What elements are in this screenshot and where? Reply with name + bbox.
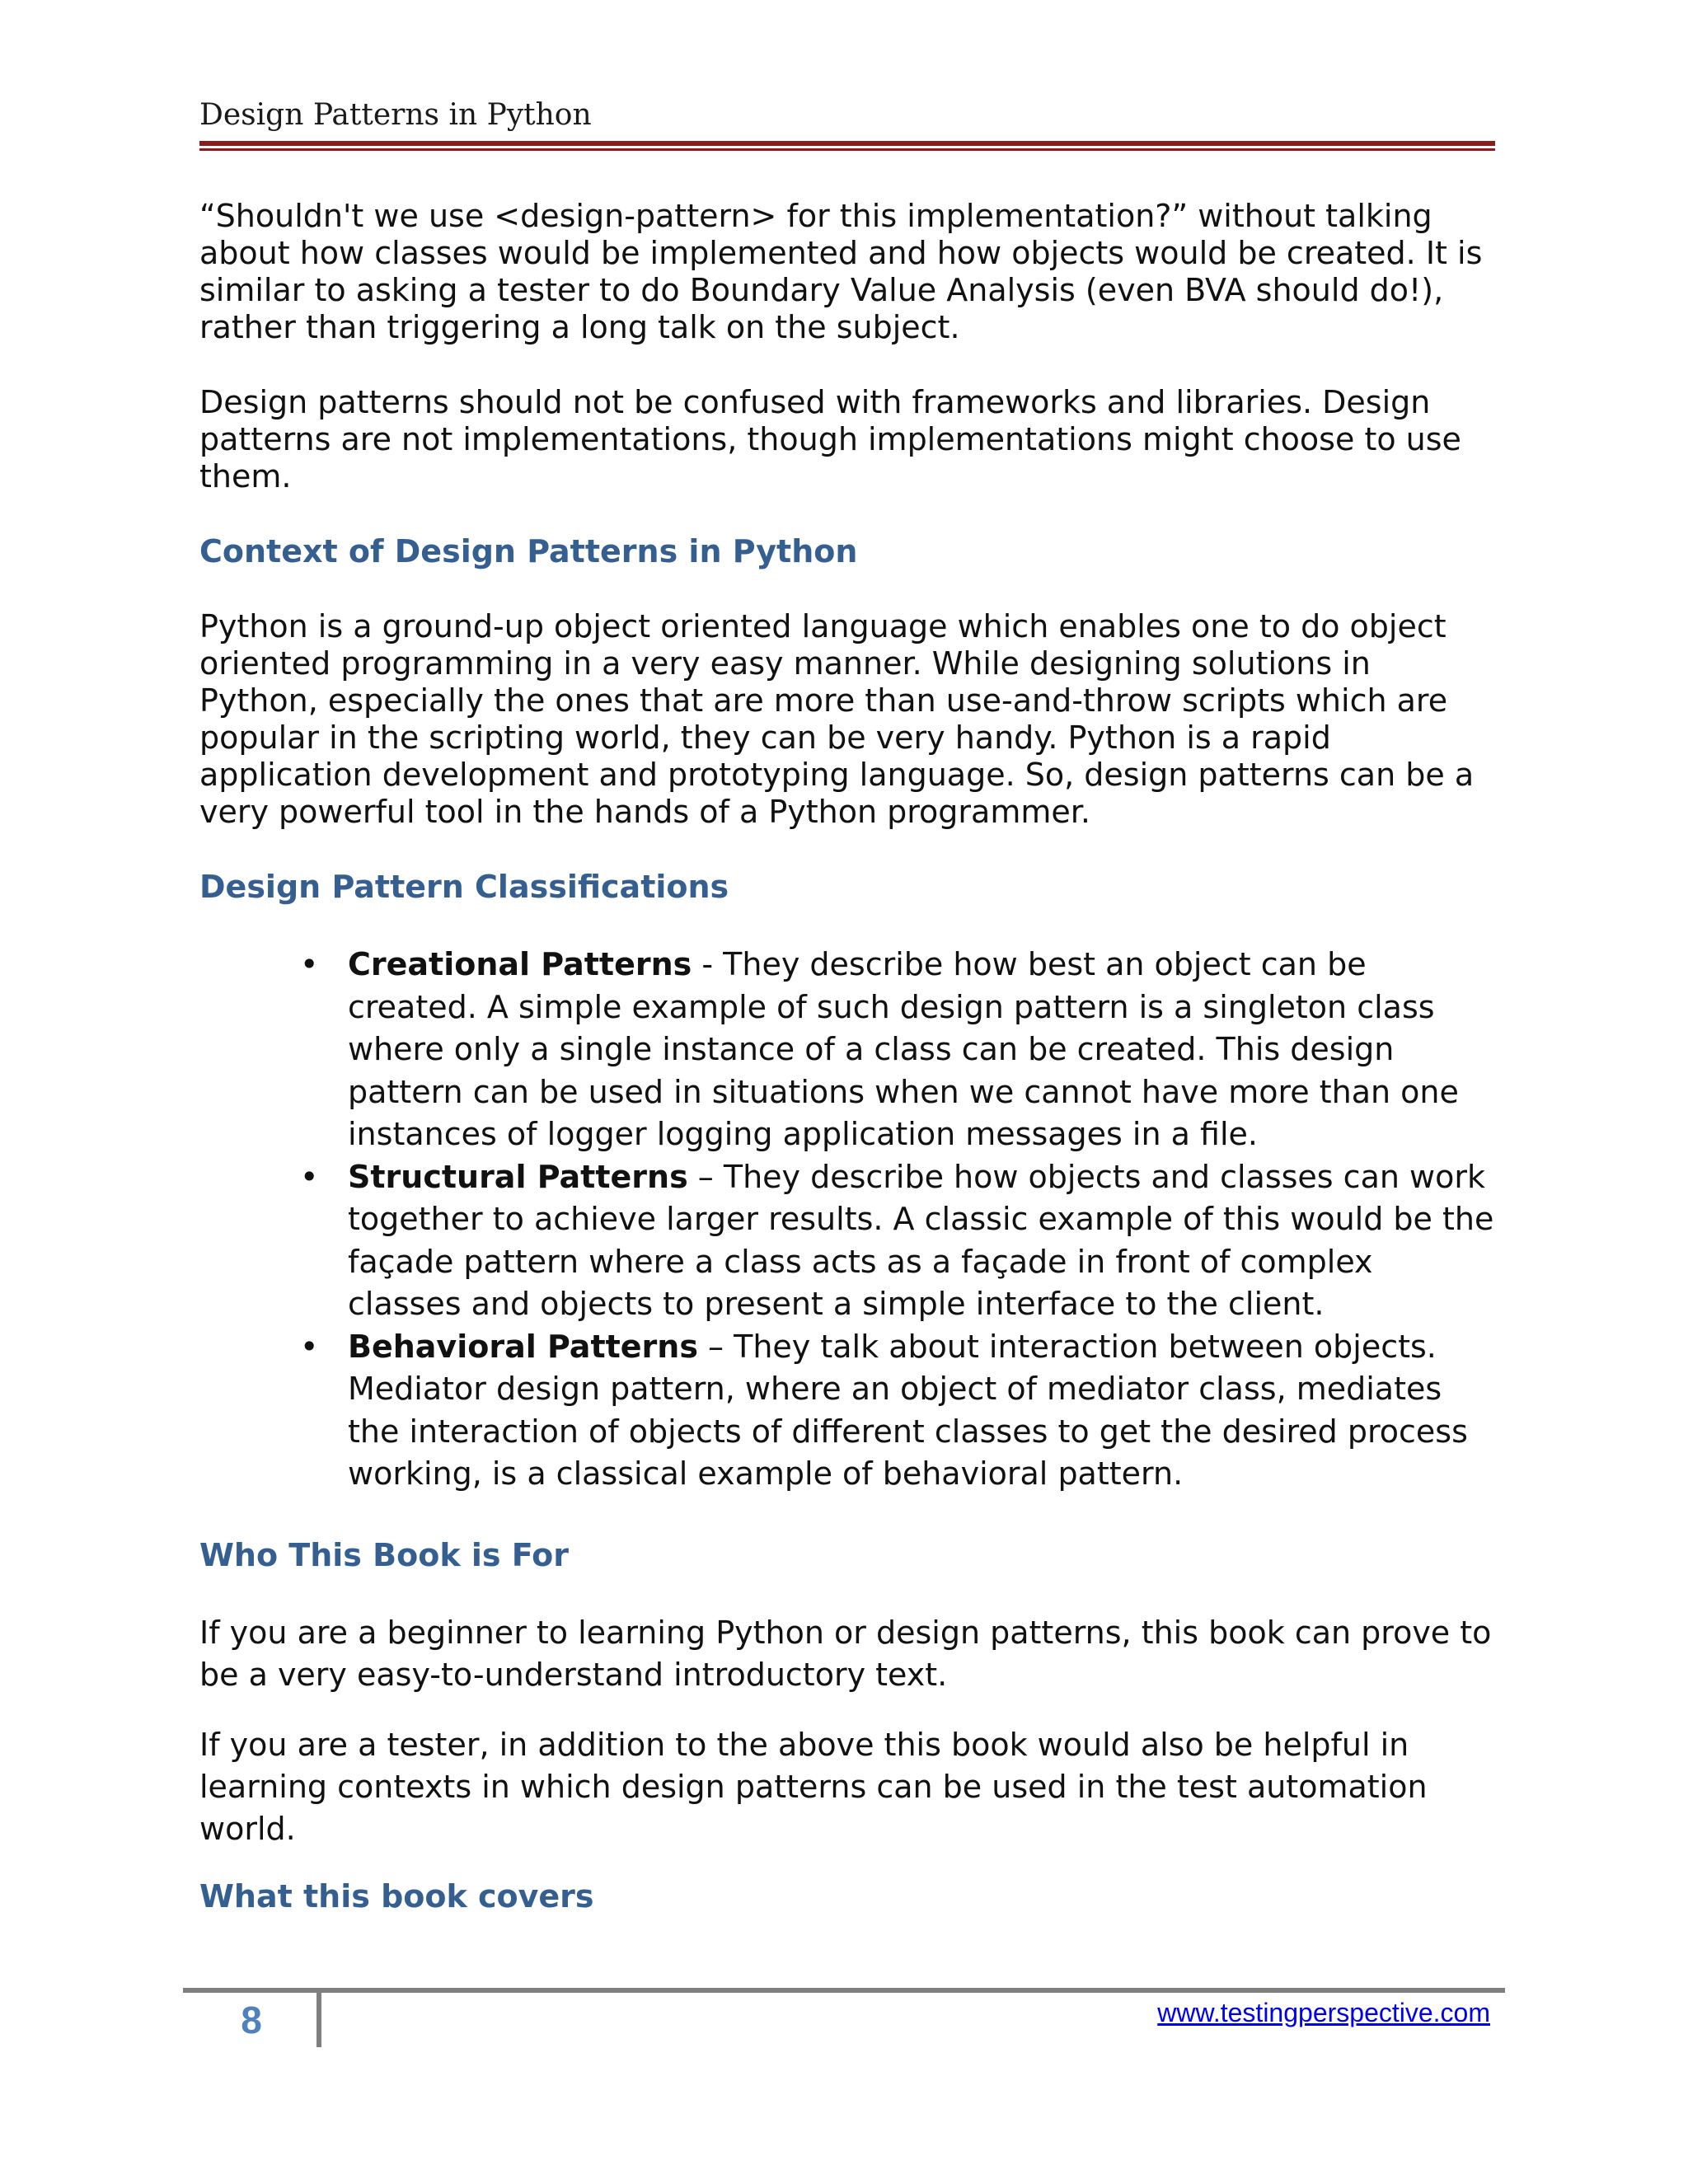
list-item-term: Creational Patterns <box>348 946 692 982</box>
bullet-icon: • <box>300 1328 319 1365</box>
audience-paragraph-1: If you are a beginner to learning Python or design patterns, this book can prove to be a very easy-to-understand introductory text. <box>199 1614 1492 1693</box>
context-paragraph: Python is a ground-up object oriented language which enables one to do object oriented programming in a very easy manner. While designing solutions in Python, especially the ones that are more than use-and-throw scripts which are popular in the scripting world, they can be very handy. Python is a rapid application development and prototyping language. So, design patterns can be a very powerful tool in the hands of a Python programmer. <box>199 608 1475 830</box>
list-item-behavioral <box>300 1326 1495 1496</box>
footer-website-link[interactable]: www.testingperspective.com <box>1157 1998 1490 2027</box>
section-heading-covers: What this book covers <box>199 1877 594 1915</box>
bullet-icon: • <box>300 1158 319 1195</box>
section-heading-classifications: Design Pattern Classifications <box>199 869 729 905</box>
classification-list <box>199 944 1495 1496</box>
intro-paragraph-2: Design patterns should not be confused with frameworks and libraries. Design patterns are not implementations, though implementations might choose to use them. <box>199 384 1461 494</box>
list-item-term: Structural Patterns <box>348 1158 688 1195</box>
list-item-term: Behavioral Patterns <box>348 1328 698 1365</box>
footer-divider <box>316 1993 321 2047</box>
header-rule-thin <box>199 148 1495 151</box>
list-item-text: - They describe how best an object can be created. A simple example of such design pattern is a singleton class where only a single instance of a class can be created. This design pattern can be used in situations when we cannot have more than one instances of logger logging application messages in a file. <box>348 946 1459 1152</box>
section-heading-audience: Who This Book is For <box>199 1536 569 1573</box>
list-item-text: – They talk about interaction between objects. Mediator design pattern, where an object of mediator class, mediates the interaction of objects of different classes to get the desired process working, is a classical example of behavioral pattern. <box>348 1328 1468 1492</box>
section-heading-context: Context of Design Patterns in Python <box>199 533 858 569</box>
bullet-icon: • <box>300 946 319 982</box>
list-item-text: – They describe how objects and classes can work together to achieve larger results. A classic example of this would be the façade pattern where a class acts as a façade in front of complex classes and objects to present a simple interface to the client. <box>348 1158 1494 1322</box>
audience-paragraph-2: If you are a tester, in addition to the above this book would also be helpful in learning contexts in which design patterns can be used in the test automation world. <box>199 1726 1428 1847</box>
page-content <box>199 198 1495 1953</box>
running-header-title: Design Patterns in Python <box>199 98 592 132</box>
page-number: 8 <box>241 1999 262 2041</box>
list-item-structural <box>300 1156 1495 1326</box>
intro-paragraph-1: “Shouldn't we use <design-pattern> for this implementation?” without talking about how classes would be implemented and how objects would be created. It is similar to asking a tester to do Boundary Value Analysis (even BVA should do!), rather than triggering a long talk on the subject. <box>199 198 1483 345</box>
page-header <box>199 97 1495 151</box>
footer-rule <box>183 1988 1505 1993</box>
list-item-creational <box>300 944 1495 1156</box>
